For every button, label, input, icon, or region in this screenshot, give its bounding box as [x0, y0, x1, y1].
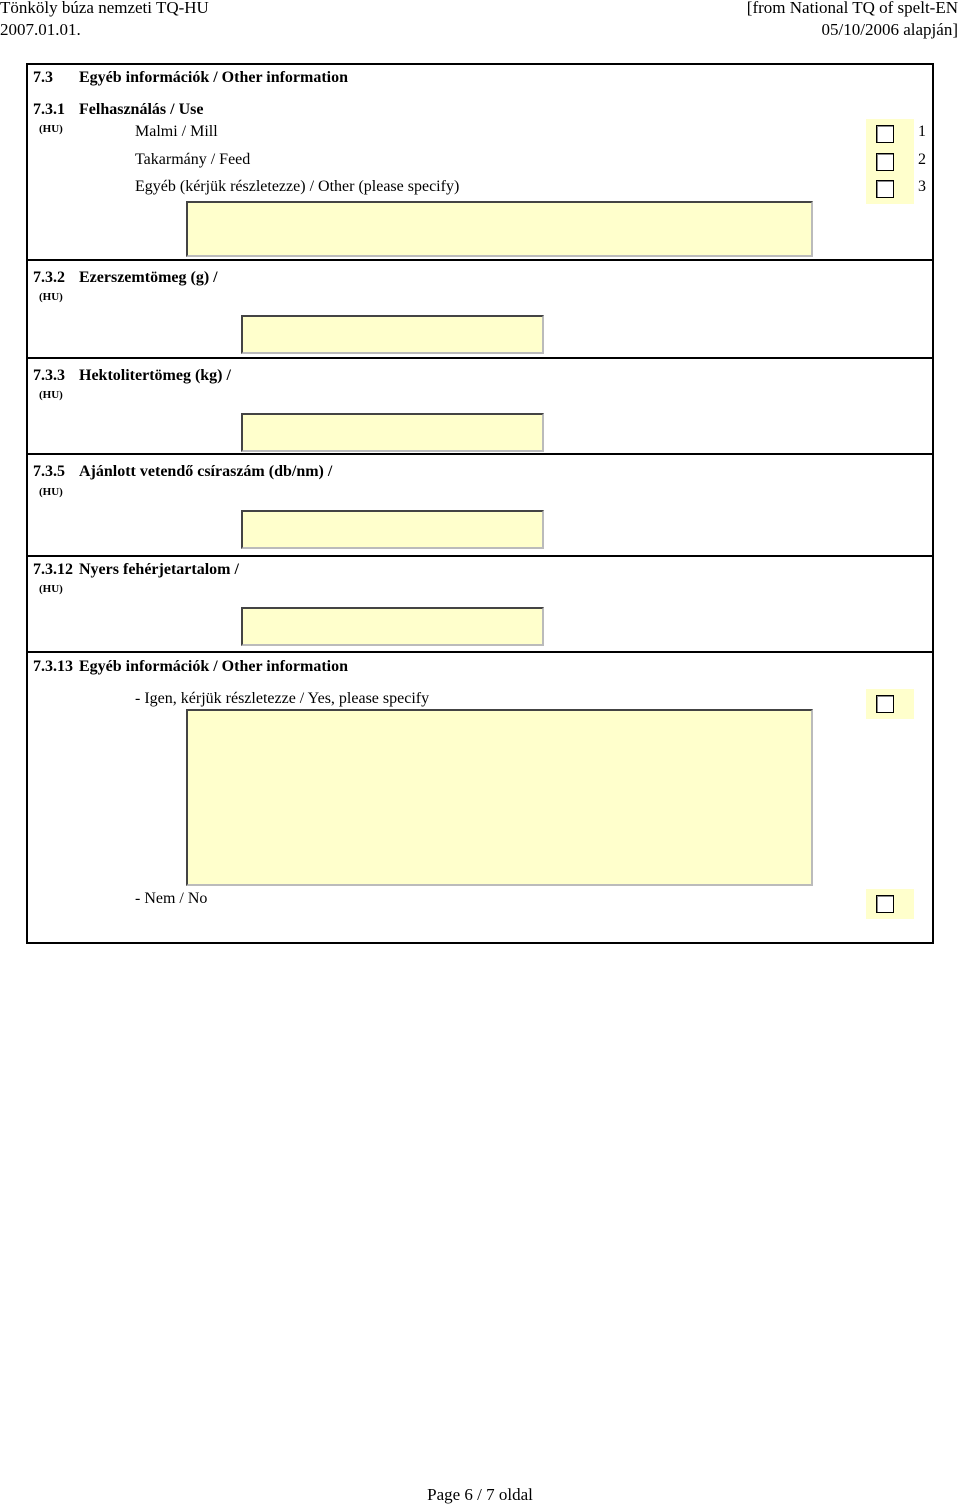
- no-checkbox[interactable]: [876, 895, 894, 913]
- option-mill-label: Malmi / Mill: [135, 123, 218, 140]
- option-other-checkbox-area[interactable]: [866, 174, 914, 204]
- divider: [28, 651, 932, 653]
- hectolitre-weight-field[interactable]: [241, 413, 544, 452]
- option-mill-code: 1: [918, 123, 926, 140]
- source-reference: [from National TQ of spelt-EN: [746, 0, 958, 17]
- language-tag: (HU): [39, 123, 63, 135]
- use-title: Felhasználás / Use: [79, 101, 204, 118]
- divider: [28, 357, 932, 359]
- divider: [28, 555, 932, 557]
- thousand-grain-weight-field[interactable]: [241, 315, 544, 354]
- document-title: Tönköly búza nemzeti TQ-HU: [0, 0, 209, 17]
- field-title: Ajánlott vetendő csíraszám (db/nm) /: [79, 463, 333, 480]
- field-title: Hektolitertömeg (kg) /: [79, 367, 231, 384]
- field-number: 7.3.3: [33, 367, 65, 384]
- field-title: Ezerszemtömeg (g) /: [79, 269, 218, 286]
- language-tag: (HU): [39, 583, 63, 595]
- other-checkbox[interactable]: [876, 180, 894, 198]
- field-number: 7.3.5: [33, 463, 65, 480]
- field-title: Nyers fehérjetartalom /: [79, 561, 239, 578]
- divider: [28, 259, 932, 261]
- field-number: 7.3.12: [33, 561, 73, 578]
- option-feed-label: Takarmány / Feed: [135, 151, 251, 168]
- feed-checkbox[interactable]: [876, 153, 894, 171]
- yes-checkbox-area[interactable]: [866, 689, 914, 719]
- crude-protein-field[interactable]: [241, 607, 544, 646]
- option-feed-checkbox-area[interactable]: [866, 147, 914, 177]
- option-mill-checkbox-area[interactable]: [866, 119, 914, 149]
- mill-checkbox[interactable]: [876, 125, 894, 143]
- recommended-seed-count-field[interactable]: [241, 510, 544, 549]
- page-number: Page 6 / 7 oldal: [427, 1485, 533, 1504]
- yes-label: - Igen, kérjük részletezze / Yes, please specify: [135, 690, 430, 707]
- field-number: 7.3.2: [33, 269, 65, 286]
- other-use-specify-field[interactable]: [186, 201, 813, 257]
- other-info-specify-field[interactable]: [186, 709, 813, 886]
- section-title: Egyéb információk / Other information: [79, 69, 349, 86]
- source-date: 05/10/2006 alapján]: [821, 20, 958, 39]
- divider: [28, 453, 932, 455]
- other-info-number: 7.3.13: [33, 658, 73, 675]
- language-tag: (HU): [39, 389, 63, 401]
- language-tag: (HU): [39, 486, 63, 498]
- option-feed-code: 2: [918, 151, 926, 168]
- other-info-title: Egyéb információk / Other information: [79, 658, 349, 675]
- no-checkbox-area[interactable]: [866, 889, 914, 919]
- document-date: 2007.01.01.: [0, 20, 81, 39]
- language-tag: (HU): [39, 291, 63, 303]
- option-other-code: 3: [918, 178, 926, 195]
- yes-checkbox[interactable]: [876, 695, 894, 713]
- use-number: 7.3.1: [33, 101, 65, 118]
- section-number: 7.3: [33, 69, 53, 86]
- option-other-label: Egyéb (kérjük részletezze) / Other (please specify): [135, 178, 460, 195]
- no-label: - Nem / No: [135, 890, 208, 907]
